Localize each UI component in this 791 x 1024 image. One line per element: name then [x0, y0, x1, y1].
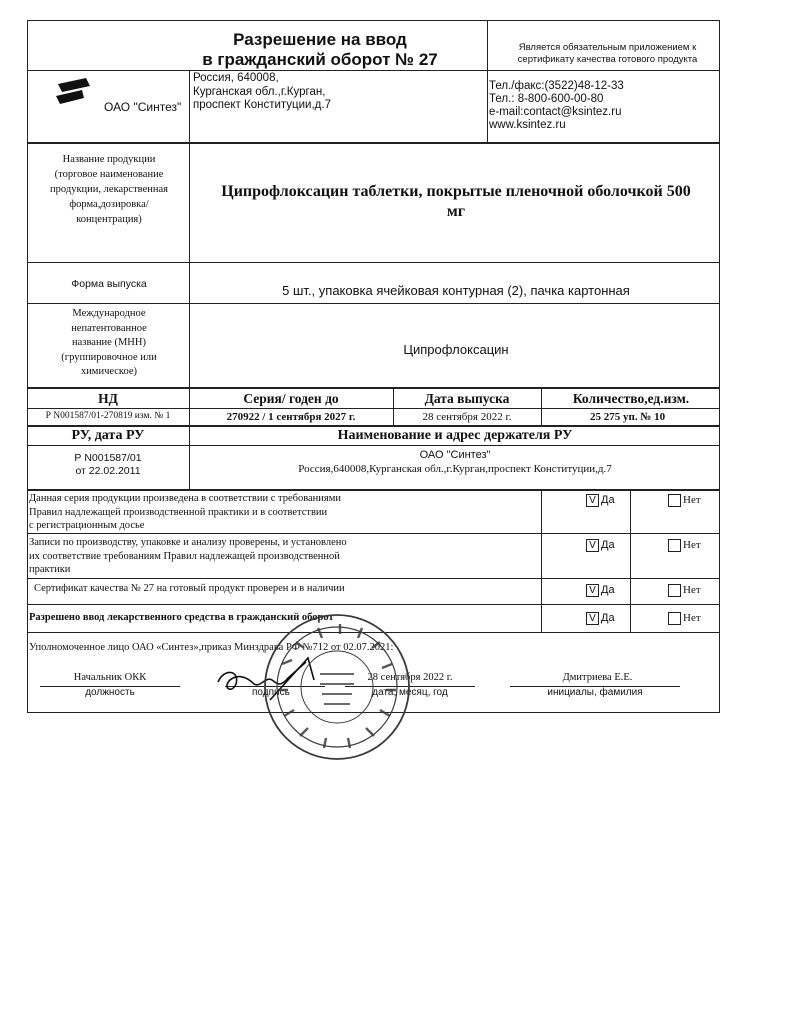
check-no-label-1: Нет: [683, 494, 701, 506]
check-text-2: Записи по производству, упаковке и анализу проверены, и установлено их соответствие требованиям Правил надлежащей производственной практики: [29, 537, 347, 575]
document-title: Разрешение на ввод в гражданский оборот № 27: [202, 30, 438, 69]
position-label: должность: [85, 687, 135, 698]
check-yes-box-1[interactable]: V: [586, 494, 599, 507]
batch-value-nd: Р N001587/01-270819 изм. № 1: [45, 411, 171, 421]
inn-label: Международное непатентованное название (МНН) (группировочное или химическое): [61, 308, 157, 377]
check-yes-label-2: Да: [601, 539, 615, 551]
ru-header-left: РУ, дата РУ: [71, 428, 145, 443]
name-label: инициалы, фамилия: [547, 687, 643, 698]
check-no-label-2: Нет: [683, 539, 701, 551]
check-text-4: Разрешено ввод лекарственного средства в гражданский оборот: [29, 612, 334, 623]
check-no-label-4: Нет: [683, 612, 701, 624]
round-stamp: [262, 612, 412, 762]
check-yes-box-2[interactable]: V: [586, 539, 599, 552]
name-value: Дмитриева Е.Е.: [562, 672, 633, 683]
release-form-value: 5 шт., упаковка ячейковая контурная (2), пачка картонная: [282, 283, 630, 298]
check-no-box-1[interactable]: [668, 494, 681, 507]
ru-holder: ОАО "Синтез" Россия,640008,Курганская обл.,г.Курган,проспект Конституции,д.7: [298, 449, 612, 475]
batch-value-series: 270922 / 1 сентября 2027 г.: [226, 411, 356, 423]
batch-header-quantity: Количество,ед.изм.: [572, 391, 690, 406]
batch-header-date: Дата выпуска: [424, 391, 510, 406]
batch-header-series: Серия/ годен до: [243, 391, 339, 406]
check-no-box-2[interactable]: [668, 539, 681, 552]
check-yes-box-3[interactable]: V: [586, 584, 599, 597]
check-no-box-4[interactable]: [668, 612, 681, 625]
company-address: Россия, 640008, Курганская обл.,г.Курган, проспект Конституции,д.7: [193, 72, 331, 111]
product-name-value: Ципрофлоксацин таблетки, покрытые пленочной оболочкой 500 мг: [221, 183, 691, 220]
check-yes-box-4[interactable]: V: [586, 612, 599, 625]
check-yes-label-4: Да: [601, 612, 615, 624]
product-name-label: Название продукции (торговое наименование продукции, лекарственная форма,дозировка/ концентрация): [50, 154, 168, 225]
batch-header-nd: НД: [98, 391, 118, 406]
check-text-1: Данная серия продукции произведена в соответствии с требованиями Правил надлежащей производственной практики и в соответствии с регистрационным досье: [29, 493, 342, 531]
authorized-person: Уполномоченное лицо ОАО «Синтез»,приказ Минздрава РФ №712 от 02.07.2021:: [29, 642, 394, 653]
inn-value: Ципрофлоксацин: [403, 342, 509, 357]
check-no-box-3[interactable]: [668, 584, 681, 597]
date-value: 28 сентября 2022 г.: [367, 672, 453, 683]
header-note: Является обязательным приложением к сертификату качества готового продукта: [517, 42, 698, 65]
check-yes-label-1: Да: [601, 494, 615, 506]
company-contacts: Тел./факс:(3522)48-12-33 Тел.: 8-800-600-00-80 e-mail:contact@ksintez.ru www.ksintez.ru: [489, 80, 624, 131]
check-text-3: Сертификат качества № 27 на готовый продукт проверен и в наличии: [34, 583, 345, 594]
ru-header-right: Наименование и адрес держателя РУ: [337, 428, 573, 443]
check-no-label-3: Нет: [683, 584, 701, 596]
release-form-label: Форма выпуска: [71, 278, 147, 290]
ru-number: Р N001587/01 от 22.02.2011: [74, 452, 142, 477]
company-name: ОАО "Синтез": [104, 100, 182, 114]
date-label: дата, месяц, год: [372, 687, 448, 698]
check-yes-label-3: Да: [601, 584, 615, 596]
batch-value-quantity: 25 275 уп. № 10: [590, 411, 666, 423]
position-value: Начальник ОКК: [73, 672, 147, 683]
batch-value-date: 28 сентября 2022 г.: [422, 411, 512, 423]
signature-label: подпись: [252, 687, 290, 698]
